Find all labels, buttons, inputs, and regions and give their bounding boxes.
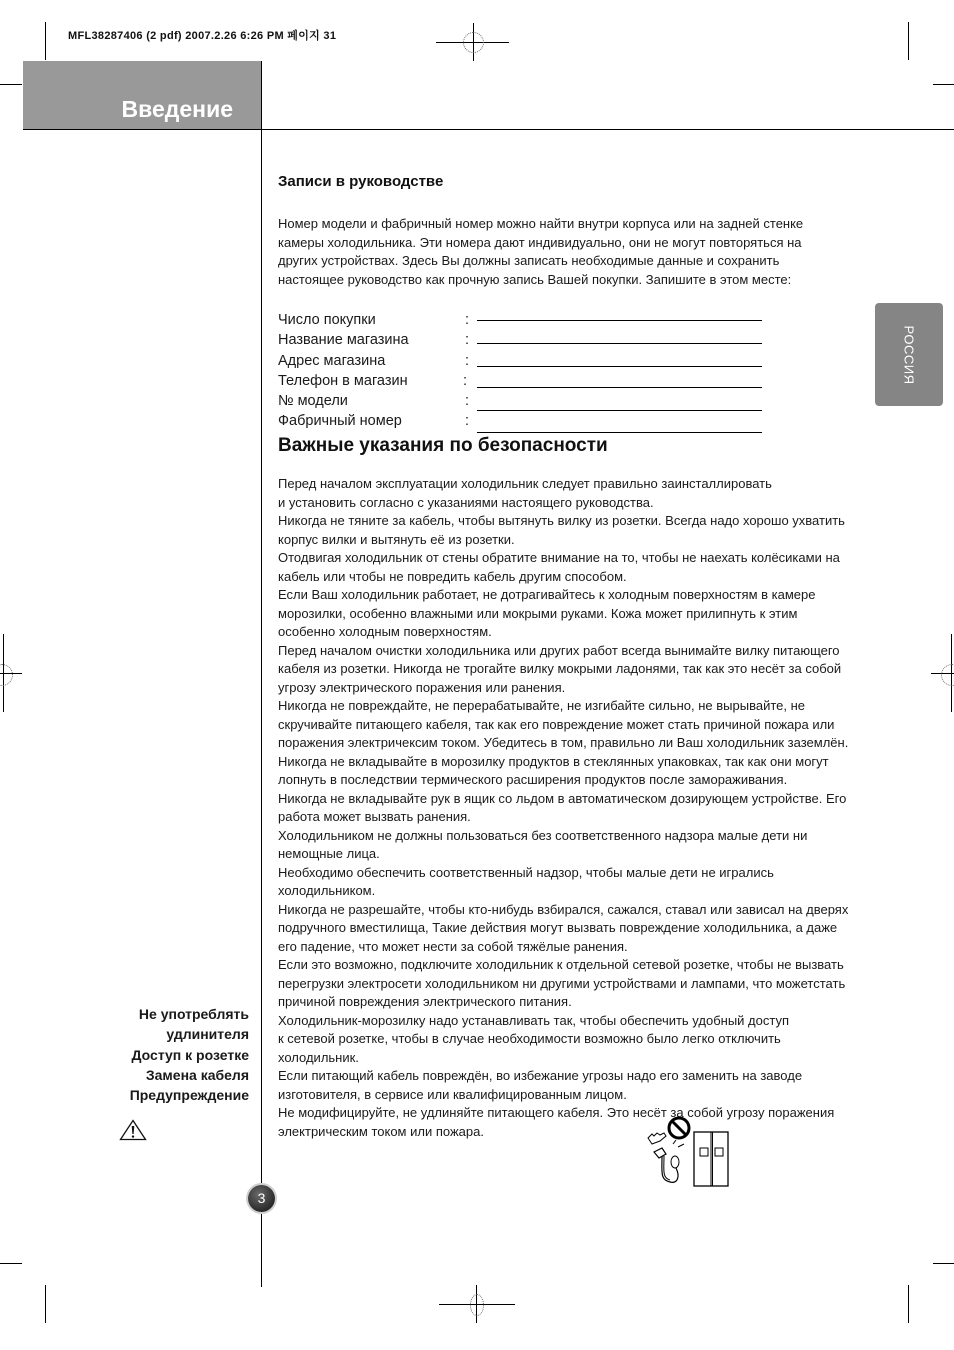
text-line: работа может вызвать ранения. (278, 809, 471, 824)
crop-mark (45, 1285, 46, 1323)
text-line: изготовителя, в сервисе или квалифицированным лицом. (278, 1086, 627, 1102)
crop-mark (908, 22, 909, 60)
records-intro (278, 215, 803, 289)
registration-mark (0, 664, 13, 686)
registration-mark (470, 1294, 484, 1316)
text-line: угрозу электрического поражения или ранения. (278, 679, 566, 695)
text-line: Никогда не вкладывайте в морозилку продуктов в стеклянных упаковках, так как они могут (278, 753, 829, 769)
section-title-box (23, 61, 261, 129)
field-blank-line[interactable] (477, 410, 762, 411)
records-heading: Записи в руководстве (278, 173, 444, 190)
text-line: Холодильник-морозилку надо устанавливать так, чтобы обеспечить удобный доступ (278, 1012, 789, 1028)
text-line: настоящее руководство как прочную запись Вашей покупки. Запишите в этом месте: (278, 271, 792, 287)
text-line: Если питающий кабель повреждён, во избежание угрозы надо его заменить на заводе (278, 1068, 803, 1083)
text-line: Номер модели и фабричный номер можно найти внутри корпуса или на задней стенке (278, 216, 804, 231)
side-notes (130, 1004, 249, 1105)
text-line: Никогда не вкладывайте рук в ящик со льдом в автоматическом дозирующем устройстве. Его (278, 790, 847, 806)
crop-mark (0, 84, 22, 85)
field-label: Телефон в магазин (278, 373, 408, 389)
field-colon: : (465, 332, 470, 348)
text-line: причиной повреждения электрического питания. (278, 994, 572, 1009)
text-line: Отодвигая холодильник от стены обратите внимание на то, чтобы не наехать колёсиками на (278, 550, 840, 565)
side-note: Не употреблять (138, 1006, 249, 1022)
field-blank-line[interactable] (477, 343, 762, 344)
text-line: корпус вилки и вытянуть её из розетки. (278, 531, 515, 547)
text-line: немощные лица. (278, 846, 380, 861)
text-line: скручивайте питающего кабеля, так как его повреждение может стать причиной пожара или (278, 716, 835, 732)
field-label: Число покупки (278, 312, 376, 328)
page-number: 3 (248, 1185, 275, 1212)
field-label: Фабричный номер (278, 413, 402, 429)
field-label: Адрес магазина (278, 353, 386, 369)
header-rule (23, 129, 954, 130)
print-header: MFL38287406 (2 pdf) 2007.2.26 6:26 PM 페이지 31 (68, 30, 337, 42)
text-line: к сетевой розетке, чтобы в случае необходимости возможно было легко отключить (278, 1031, 781, 1046)
side-note: Замена кабеля (145, 1066, 249, 1083)
field-blank-line[interactable] (477, 366, 762, 367)
text-line: поражения электричексим током. Убедитесь в том, правильно ли Ваш холодильник заземлён. (278, 735, 849, 750)
text-line: Никогда не разрешайте, чтобы кто-нибудь взбирался, сажался, ставал или зависал на дверях (278, 901, 849, 917)
safety-heading: Важные указания по безопасности (278, 435, 608, 456)
text-line: Холодильником не должны пользоваться без соответственного надзора малые дети ни (278, 827, 808, 843)
registration-mark (941, 664, 954, 686)
text-line: Необходимо обеспечить соответственный надзор, чтобы малые дети не игрались (278, 864, 774, 880)
text-line: подручного вместилища, Такие действия могут вызвать повреждение холодильника, а даже (278, 920, 838, 935)
field-colon: : (465, 413, 470, 429)
field-blank-line[interactable] (477, 432, 762, 433)
language-tab (875, 303, 943, 406)
field-blank-line[interactable] (477, 387, 762, 388)
text-line: Если это возможно, подключите холодильник к отдельной сетевой розетке, чтобы не вызвать (278, 957, 844, 972)
crop-mark (908, 1285, 909, 1323)
safety-text (278, 475, 868, 1141)
side-note: Доступ к розетке (131, 1046, 249, 1063)
field-serial-number[interactable] (278, 413, 762, 433)
text-line: Если Ваш холодильник работает, не дотрагивайтесь к холодным поверхностям в камере (278, 587, 816, 602)
text-line: перегрузки электросети холодильником ни другими устройствами и лампами, что можетстать (278, 975, 846, 991)
text-line: Никогда не тяните за кабель, чтобы вытянуть вилку из розетки. Всегда надо хорошо ухватить (278, 513, 845, 528)
text-line: лопнуть в последствии термического расширения продуктов после замораживания. (278, 772, 788, 787)
text-line: особенно холодным поверхностям. (278, 624, 492, 639)
registration-mark (463, 32, 484, 53)
field-colon: : (465, 312, 470, 328)
field-purchase-date[interactable] (278, 312, 762, 332)
text-line: электрическим током или пожара. (278, 1123, 484, 1139)
field-store-phone[interactable] (278, 373, 762, 393)
column-divider (261, 61, 262, 1287)
no-pulling-cable-illustration (640, 1114, 730, 1188)
field-label: Название магазина (278, 332, 409, 348)
side-note: удлинителя (166, 1026, 249, 1043)
crop-mark (933, 84, 954, 85)
section-title: Введение (121, 96, 233, 122)
field-label: № модели (278, 393, 348, 409)
field-blank-line[interactable] (477, 320, 762, 321)
crop-mark (0, 1263, 22, 1264)
text-line: Перед началом эксплуатации холодильник следует правильно заинсталлировать (278, 476, 772, 491)
text-line: кабель или чтобы не повредить кабель другим способом. (278, 568, 627, 584)
field-colon: : (463, 373, 468, 389)
warning-triangle-icon (119, 1119, 147, 1141)
text-line: его падение, что может нести за собой тяжёлые ранения. (278, 938, 628, 954)
text-line: морозилки, особенно влажными или мокрыми руками. Кожа может прилипнуть к этим (278, 605, 798, 621)
field-model-number[interactable] (278, 393, 762, 413)
text-line: Не модифицируйте, не удлиняйте питающего кабеля. Это несёт за собой угрозу поражения (278, 1105, 835, 1120)
crop-mark (45, 22, 46, 60)
text-line: Перед началом очистки холодильника или других работ всегда вынимайте вилку питающего (278, 642, 840, 658)
text-line: и установить согласно с указаниями настоящего руководства. (278, 494, 654, 510)
text-line: холодильником. (278, 883, 376, 898)
text-line: кабеля из розетки. Никогда не трогайте вилку мокрыми ладонями, так как это несёт за собой (278, 661, 842, 676)
text-line: камеры холодильника. Эти номера дают индивидуально, они не могут повторяться на (278, 234, 802, 250)
crop-mark (933, 1263, 954, 1264)
language-tab-label: РОССИЯ (901, 324, 917, 385)
side-note: Предупреждение (129, 1087, 249, 1104)
field-store-name[interactable] (278, 332, 762, 352)
field-store-address[interactable] (278, 353, 762, 373)
text-line: Никогда не повреждайте, не перерабатывайте, не изгибайте сильно, не вырывайте, не (278, 698, 806, 713)
field-colon: : (465, 353, 470, 369)
field-colon: : (465, 393, 470, 409)
text-line: других устройствах. Здесь Вы должны записать необходимые данные и сохранить (278, 253, 780, 268)
text-line: холодильник. (278, 1049, 359, 1065)
